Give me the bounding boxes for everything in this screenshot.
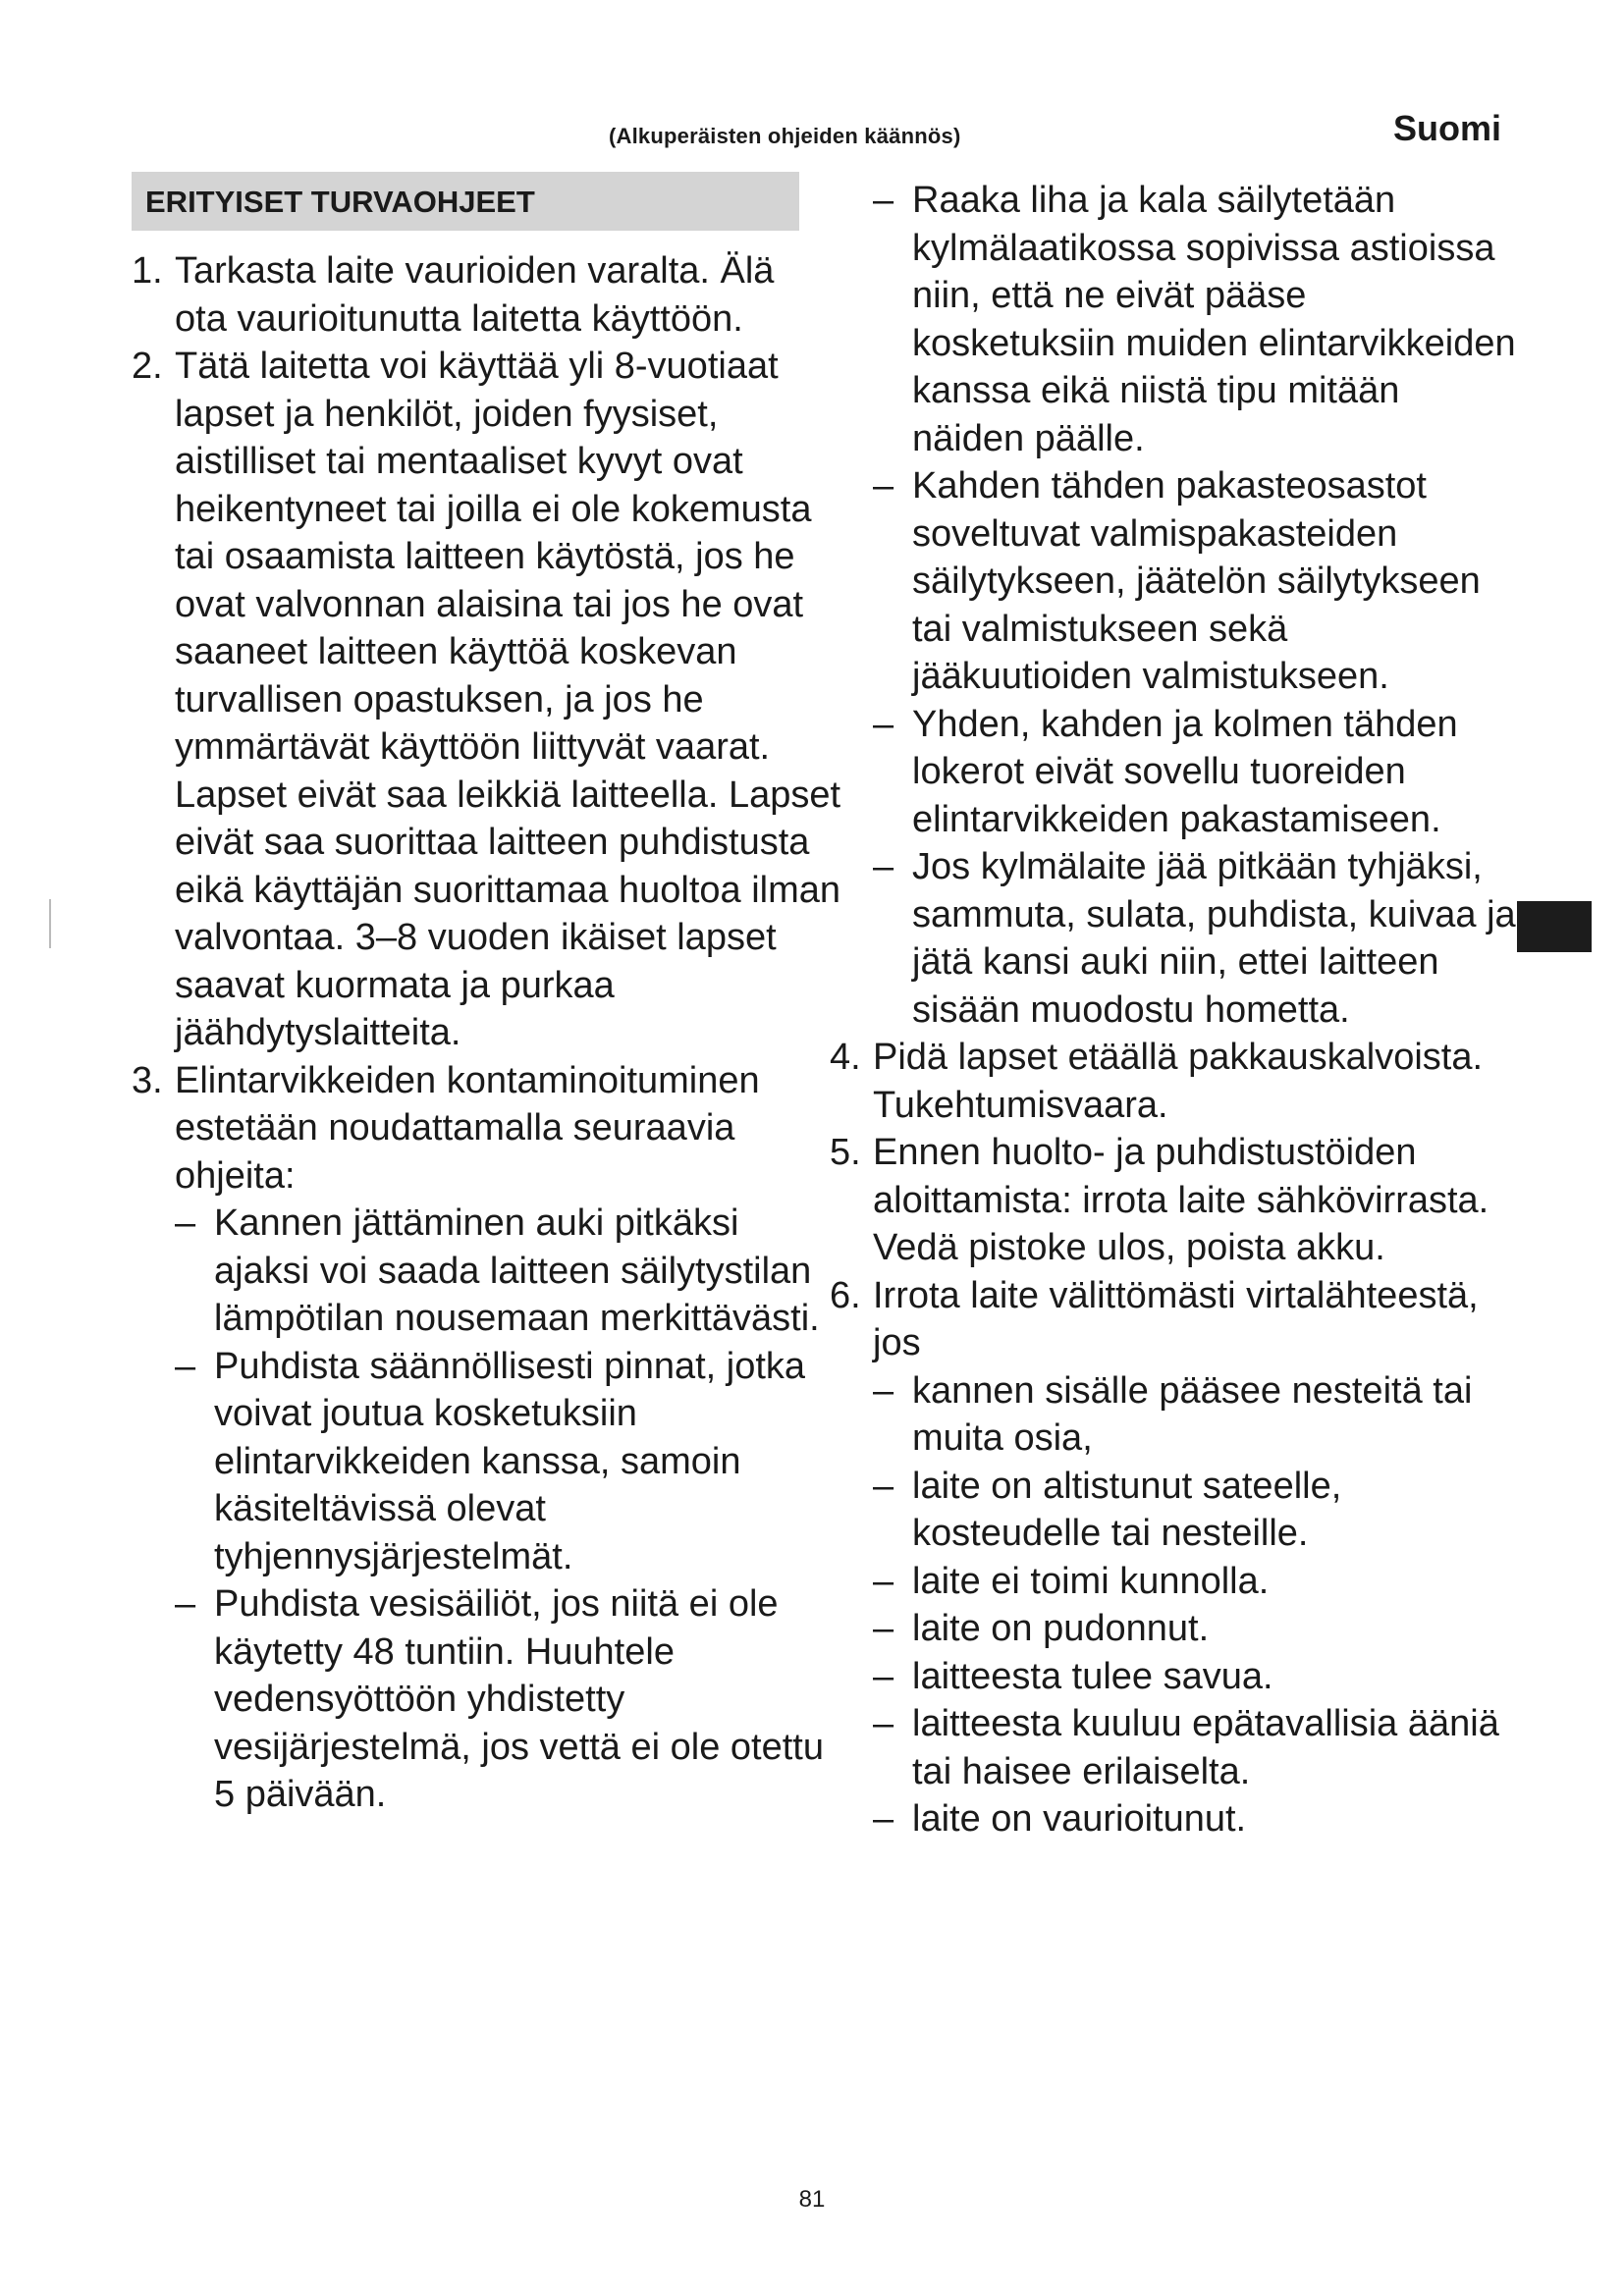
item-number: 2.	[132, 346, 163, 387]
item-text: Tarkasta laite vaurioiden varalta. Älä ota vaurioitunutta laitetta käyttöön.	[175, 250, 775, 340]
item-number: 4.	[830, 1037, 861, 1078]
item-text: Tätä laitetta voi käyttää yli 8-vuotiaat lapset ja henkilöt, joiden fyysiset, aistilliset tai mentaaliset kyvyt ovat heikentyneet tai joilla ei ole kokemusta tai osaamista laitteen käytöstä, jos he ovat valvonnan alaisina tai jos he ovat saaneet laitteen käyttöä koskevan turvallisen opastuksen, ja jos he ymmärtävät käyttöön liittyvät vaarat. Lapset eivät saa leikkiä laitteella. Lapset eivät saa suorittaa laitteen puhdistusta eikä käyttäjän suorittamaa huoltoa ilman valvontaa. 3–8 vuoden ikäiset lapset saavat kuormata ja purkaa jäähdytyslaitteita.	[175, 346, 841, 1053]
right-column	[830, 177, 1517, 1843]
item-number: 1.	[132, 250, 163, 292]
sub-item-text: laite ei toimi kunnolla.	[912, 1560, 1270, 1602]
dash-bullet: –	[873, 1560, 894, 1602]
dash-bullet: –	[873, 465, 894, 507]
sub-item-3	[873, 1558, 1517, 1606]
sub-item-text: laitteesta tulee savua.	[912, 1655, 1273, 1697]
sub-item-5	[873, 462, 1517, 701]
sub-item-4	[873, 1605, 1517, 1653]
sub-item-text: laite on altistunut sateelle, kosteudelle tai nesteille.	[912, 1465, 1342, 1554]
item-text: Pidä lapset etäällä pakkauskalvoista. Tukehtumisvaara.	[873, 1037, 1484, 1126]
sub-item-7	[873, 1795, 1517, 1843]
continued-sub-list	[830, 177, 1517, 1034]
sub-item-2	[175, 1343, 842, 1581]
sub-list	[175, 1200, 842, 1819]
sub-item-6	[873, 701, 1517, 844]
sub-item-2	[873, 1463, 1517, 1558]
dash-bullet: –	[873, 180, 894, 221]
dash-bullet: –	[873, 1608, 894, 1649]
sub-item-text: laitteesta kuuluu epätavallisia ääniä tai haisee erilaiselta.	[912, 1703, 1499, 1792]
sub-item-1	[873, 1367, 1517, 1463]
dash-bullet: –	[175, 1583, 196, 1625]
list-item-4	[830, 1034, 1517, 1129]
sub-item-text: Yhden, kahden ja kolmen tähden lokerot eivät sovellu tuoreiden elintarvikkeiden pakastamiseen.	[912, 703, 1458, 840]
dash-bullet: –	[873, 846, 894, 887]
page-number: 81	[798, 2186, 826, 2213]
section-title: ERITYISET TURVAOHJEET	[132, 172, 799, 231]
sub-item-text: Raaka liha ja kala säilytetään kylmälaatikossa sopivissa astioissa niin, että ne eivät pääse kosketuksiin muiden elintarvikkeiden kanssa eikä niistä tipu mitään näiden päälle.	[912, 180, 1516, 459]
list-item-5	[830, 1129, 1517, 1272]
list-item-1	[132, 247, 823, 343]
item-text: Ennen huolto- ja puhdistustöiden aloittamista: irrota laite sähkövirrasta. Vedä pistoke ulos, poista akku.	[873, 1132, 1489, 1268]
dash-bullet: –	[873, 1798, 894, 1840]
sub-item-4	[873, 177, 1517, 462]
sub-item-text: Kannen jättäminen auki pitkäksi ajaksi voi saada laitteen säilytystilan lämpötilan nousemaan merkittävästi.	[214, 1202, 820, 1339]
language-tab-marker	[1517, 901, 1592, 952]
list-item-3	[132, 1057, 842, 1819]
sub-item-text: laite on pudonnut.	[912, 1608, 1210, 1649]
sub-list	[873, 1367, 1517, 1843]
item-text: Irrota laite välittömästi virtalähteestä, jos	[873, 1274, 1479, 1363]
list-item-6	[830, 1272, 1517, 1843]
dash-bullet: –	[873, 1465, 894, 1507]
left-column	[132, 172, 841, 1819]
item-number: 5.	[830, 1132, 861, 1173]
dash-bullet: –	[175, 1345, 196, 1387]
sub-item-text: Puhdista säännöllisesti pinnat, jotka voivat joutua kosketuksiin elintarvikkeiden kanssa, samoin käsiteltävissä olevat tyhjennysjärjestelmät.	[214, 1345, 806, 1577]
item-text: Elintarvikkeiden kontaminoituminen estetään noudattamalla seuraavia ohjeita:	[175, 1059, 760, 1197]
item-number: 3.	[132, 1059, 163, 1101]
sub-item-text: laite on vaurioitunut.	[912, 1798, 1247, 1840]
sub-item-3	[175, 1580, 842, 1819]
dash-bullet: –	[873, 1655, 894, 1697]
dash-bullet: –	[873, 703, 894, 745]
sub-item-6	[873, 1700, 1517, 1795]
translation-note: (Alkuperäisten ohjeiden käännös)	[609, 124, 961, 148]
dash-bullet: –	[873, 1369, 894, 1412]
sub-item-5	[873, 1653, 1517, 1701]
dash-bullet: –	[175, 1202, 196, 1244]
sub-item-1	[175, 1200, 842, 1343]
sub-item-text: kannen sisälle pääsee nesteitä tai muita osia,	[912, 1369, 1473, 1459]
item-number: 6.	[830, 1274, 861, 1316]
margin-mark	[49, 899, 51, 948]
sub-item-text: Puhdista vesisäiliöt, jos niitä ei ole käytetty 48 tuntiin. Huuhtele vedensyöttöön yhdistetty vesijärjestelmä, jos vettä ei ole otettu 5 päivään.	[214, 1583, 824, 1815]
safety-list	[132, 247, 841, 1819]
list-item-2	[132, 343, 842, 1057]
sub-item-7	[873, 843, 1517, 1034]
dash-bullet: –	[873, 1703, 894, 1744]
language-label: Suomi	[1393, 108, 1502, 148]
sub-item-text: Kahden tähden pakasteosastot soveltuvat valmispakasteiden säilytykseen, jäätelön säilytykseen tai valmistukseen sekä jääkuutioiden valmistukseen.	[912, 465, 1481, 697]
sub-item-text: Jos kylmälaite jää pitkään tyhjäksi, sammuta, sulata, puhdista, kuivaa ja jätä kansi auki niin, ettei laitteen sisään muodostu hometta.	[912, 846, 1516, 1031]
